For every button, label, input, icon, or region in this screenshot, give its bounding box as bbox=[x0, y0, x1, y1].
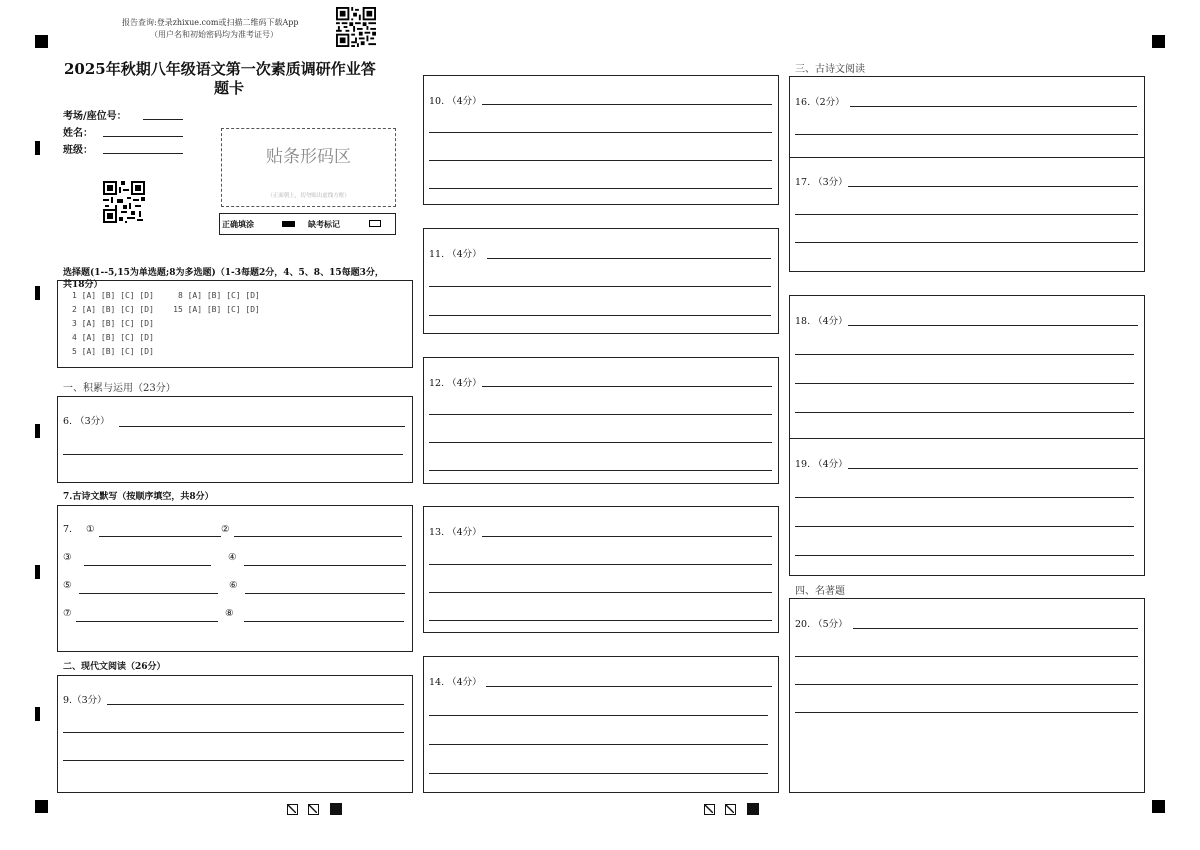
barcode-area-label: 贴条形码区 bbox=[266, 147, 351, 167]
page-title: 2025年秋期八年级语文第一次素质调研作业答 bbox=[64, 60, 376, 78]
answer-line[interactable] bbox=[795, 684, 1138, 685]
answer-line[interactable] bbox=[63, 732, 404, 733]
answer-line[interactable] bbox=[848, 186, 1138, 187]
section-3-heading: 三、古诗文阅读 bbox=[795, 64, 865, 75]
choice-row[interactable]: 1 [A] [B] [C] [D] 8 [A] [B] [C] [D] bbox=[72, 291, 260, 300]
q16-label: 16.（2分） bbox=[795, 97, 845, 108]
answer-line[interactable] bbox=[795, 354, 1134, 355]
q12-label: 12. （4分） bbox=[429, 378, 482, 389]
q20-label: 20. （5分） bbox=[795, 619, 848, 630]
name-field[interactable] bbox=[103, 136, 183, 137]
q14-answer-box bbox=[423, 656, 779, 793]
crossed-box-icon bbox=[287, 804, 298, 815]
q13-label: 13. （4分） bbox=[429, 527, 482, 538]
q7-blank-6[interactable] bbox=[245, 593, 405, 594]
answer-line[interactable] bbox=[429, 773, 768, 774]
section-4-heading: 四、名著题 bbox=[795, 586, 845, 597]
absent-mark-box[interactable] bbox=[369, 220, 381, 227]
answer-line[interactable] bbox=[429, 442, 772, 443]
answer-line[interactable] bbox=[482, 104, 772, 105]
crossed-box-icon bbox=[308, 804, 319, 815]
absent-mark-label: 缺考标记 bbox=[308, 219, 340, 229]
corner-mark-bottom-right bbox=[1152, 800, 1165, 813]
answer-line[interactable] bbox=[795, 134, 1138, 135]
answer-line[interactable] bbox=[429, 470, 772, 471]
choice-row[interactable]: 2 [A] [B] [C] [D] 15 [A] [B] [C] [D] bbox=[72, 305, 260, 314]
answer-line[interactable] bbox=[429, 315, 771, 316]
q11-answer-box bbox=[423, 228, 779, 334]
side-mark bbox=[35, 141, 40, 155]
q7-blank-3[interactable] bbox=[84, 565, 211, 566]
report-query-line: 报告查询:登录zhixue.com或扫描二维码下载App bbox=[122, 18, 299, 27]
answer-line[interactable] bbox=[429, 286, 771, 287]
q18-q19-answer-box bbox=[789, 295, 1145, 576]
q7-blank-8[interactable] bbox=[244, 621, 404, 622]
q7-blank-1[interactable] bbox=[99, 536, 221, 537]
answer-line[interactable] bbox=[795, 383, 1134, 384]
q7-blank-7-mark: ⑦ bbox=[63, 608, 72, 619]
section-1-heading: 一、积累与运用（23分） bbox=[63, 383, 176, 394]
answer-line[interactable] bbox=[795, 526, 1134, 527]
q7-blank-5-mark: ⑤ bbox=[63, 580, 72, 591]
answer-line[interactable] bbox=[429, 132, 772, 133]
answer-line[interactable] bbox=[429, 564, 772, 565]
q7-blank-5[interactable] bbox=[79, 593, 218, 594]
divider bbox=[790, 157, 1144, 158]
q18-label: 18. （4分） bbox=[795, 316, 848, 327]
filled-box-icon bbox=[747, 803, 759, 815]
answer-line[interactable] bbox=[482, 536, 772, 537]
q7-blank-8-mark: ⑧ bbox=[225, 608, 234, 619]
q9-label: 9.（3分） bbox=[63, 695, 107, 706]
answer-line[interactable] bbox=[795, 555, 1134, 556]
answer-line[interactable] bbox=[848, 468, 1138, 469]
answer-line[interactable] bbox=[429, 744, 768, 745]
answer-line[interactable] bbox=[63, 454, 403, 455]
answer-line[interactable] bbox=[429, 620, 772, 621]
q10-answer-box bbox=[423, 75, 779, 205]
barcode-area bbox=[221, 128, 396, 207]
q7-heading: 7.古诗文默写（按顺序填空，共8分） bbox=[63, 492, 214, 502]
side-mark bbox=[35, 565, 40, 579]
q7-blank-7[interactable] bbox=[76, 621, 218, 622]
q7-answer-box bbox=[57, 505, 413, 652]
answer-line[interactable] bbox=[429, 592, 772, 593]
filled-box-icon bbox=[330, 803, 342, 815]
choice-section-title-line2: 共18分） bbox=[63, 280, 103, 290]
answer-line[interactable] bbox=[429, 188, 772, 189]
q7-blank-2[interactable] bbox=[234, 536, 402, 537]
q7-blank-4[interactable] bbox=[244, 565, 406, 566]
q7-blank-4-mark: ④ bbox=[228, 552, 237, 563]
q7-blank-6-mark: ⑥ bbox=[229, 580, 238, 591]
q14-label: 14. （4分） bbox=[429, 677, 482, 688]
q6-label: 6. （3分） bbox=[63, 416, 110, 427]
fill-legend bbox=[219, 213, 396, 235]
answer-line[interactable] bbox=[107, 704, 404, 705]
answer-line[interactable] bbox=[487, 258, 771, 259]
corner-mark-bottom-left bbox=[35, 800, 48, 813]
corner-mark-top-left bbox=[35, 35, 48, 48]
page-title-line2: 题卡 bbox=[214, 79, 245, 97]
room-seat-label: 考场/座位号： bbox=[63, 111, 127, 122]
q6-answer-box bbox=[57, 396, 413, 483]
side-mark bbox=[35, 286, 40, 300]
q20-answer-box bbox=[789, 598, 1145, 793]
barcode-area-hint: （正面朝上，切勿贴出虚线方框） bbox=[267, 193, 350, 199]
answer-line[interactable] bbox=[795, 242, 1138, 243]
answer-line[interactable] bbox=[482, 386, 772, 387]
corner-mark-top-right bbox=[1152, 35, 1165, 48]
side-mark bbox=[35, 424, 40, 438]
q9-answer-box bbox=[57, 675, 413, 793]
qr-code-icon bbox=[103, 181, 145, 223]
q10-label: 10. （4分） bbox=[429, 96, 482, 107]
qr-code-icon bbox=[336, 7, 376, 47]
choice-section-title: 选择题(1--5,15为单选题;8为多选题)（1-3每题2分，4、5、8、15每题3分， bbox=[63, 268, 384, 278]
answer-line[interactable] bbox=[429, 160, 772, 161]
answer-line[interactable] bbox=[795, 412, 1134, 413]
section-2-heading: 二、现代文阅读（26分） bbox=[63, 662, 166, 672]
answer-line[interactable] bbox=[429, 414, 772, 415]
q7-blank-1-mark: ① bbox=[86, 524, 95, 535]
side-mark bbox=[35, 707, 40, 721]
answer-line[interactable] bbox=[848, 325, 1138, 326]
answer-line[interactable] bbox=[119, 426, 405, 427]
q17-label: 17. （3分） bbox=[795, 177, 848, 188]
answer-line[interactable] bbox=[795, 656, 1138, 657]
crossed-box-icon bbox=[725, 804, 736, 815]
answer-line[interactable] bbox=[63, 760, 404, 761]
q11-label: 11. （4分） bbox=[429, 249, 482, 260]
q7-blank-3-mark: ③ bbox=[63, 552, 72, 563]
name-label: 姓名： bbox=[63, 128, 93, 139]
q13-answer-box bbox=[423, 506, 779, 633]
room-seat-field[interactable] bbox=[143, 119, 183, 120]
answer-line[interactable] bbox=[795, 712, 1138, 713]
choice-row[interactable]: 5 [A] [B] [C] [D] bbox=[72, 347, 154, 356]
q7-label: 7. bbox=[63, 524, 73, 535]
q12-answer-box bbox=[423, 357, 779, 484]
answer-line[interactable] bbox=[429, 715, 768, 716]
correct-fill-sample bbox=[282, 221, 295, 227]
report-query-hint: （用户名和初始密码均为准考证号） bbox=[150, 30, 278, 39]
class-field[interactable] bbox=[103, 153, 183, 154]
choice-row[interactable]: 3 [A] [B] [C] [D] bbox=[72, 319, 154, 328]
q16-q17-answer-box bbox=[789, 76, 1145, 272]
class-label: 班级： bbox=[63, 145, 93, 156]
answer-line[interactable] bbox=[850, 106, 1137, 107]
answer-line[interactable] bbox=[795, 497, 1134, 498]
crossed-box-icon bbox=[704, 804, 715, 815]
choice-answer-box bbox=[57, 280, 413, 368]
answer-line[interactable] bbox=[486, 686, 772, 687]
answer-line[interactable] bbox=[795, 214, 1138, 215]
answer-line[interactable] bbox=[853, 628, 1138, 629]
q7-blank-2-mark: ② bbox=[221, 524, 230, 535]
correct-fill-label: 正确填涂 bbox=[222, 219, 254, 229]
q19-label: 19. （4分） bbox=[795, 459, 848, 470]
divider bbox=[790, 438, 1144, 439]
choice-row[interactable]: 4 [A] [B] [C] [D] bbox=[72, 333, 154, 342]
